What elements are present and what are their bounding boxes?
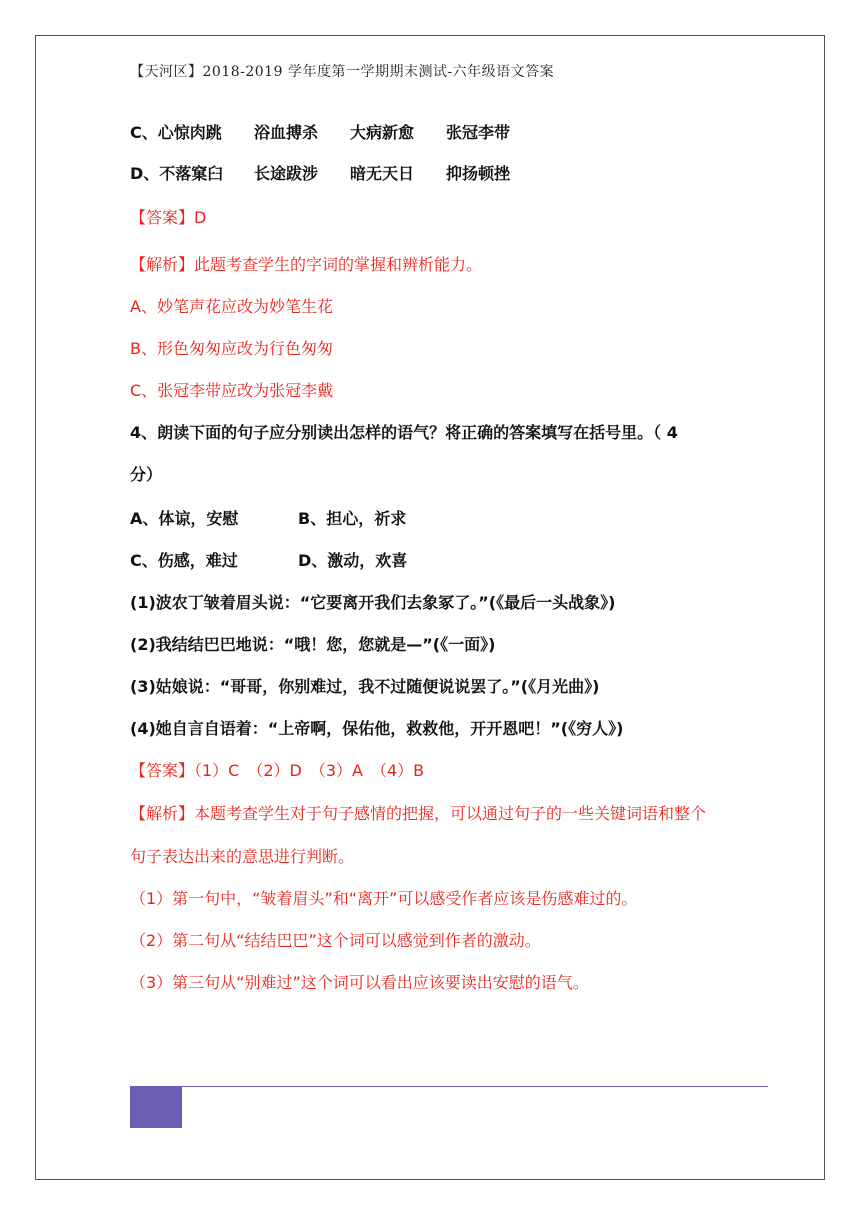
q4-choice-a: A、体谅，安慰 [130,509,239,528]
q4-analysis-line2: 句子表达出来的意思进行判断。 [130,847,355,866]
q4-choices-row-1 [130,506,406,529]
q4-choice-b: B、担心，祈求 [298,509,407,528]
q3-answer: 【答案】D [130,208,207,227]
q4-sentence-1: (1)波农丁皱着眉头说：“它要离开我们去象冢了。”(《最后一头战象》) [130,593,616,612]
q3-option-c-1: C、心惊肉跳 [130,123,222,142]
q4-analysis-line1: 【解析】本题考查学生对于句子感情的把握，可以通过句子的一些关键词语和整个 [130,804,707,823]
q4-choice-c: C、伤感，难过 [130,551,238,570]
footer-block [130,1086,182,1128]
q3-option-c-4: 张冠李带 [446,123,511,142]
q3-option-c-2: 浴血搏杀 [254,123,319,142]
q3-option-d-4: 抑扬顿挫 [446,164,511,183]
q4-point-3: （3）第三句从“别难过”这个词可以看出应该要读出安慰的语气。 [130,973,589,992]
q3-option-c-3: 大病新愈 [350,123,415,142]
footer-rule [130,1086,768,1087]
q3-analysis-a: A、妙笔声花应改为妙笔生花 [130,297,333,316]
q4-stem-line1: 4、朗读下面的句子应分别读出怎样的语气？将正确的答案填写在括号里。（ 4 [130,423,678,442]
q4-answer: 【答案】（1）C （2）D （3）A （4）B [130,761,425,780]
q4-sentence-2: (2)我结结巴巴地说：“哦！您，您就是—”(《一面》) [130,635,496,654]
q4-sentence-4: (4)她自言自语着：“上帝啊，保佑他，救救他，开开恩吧！”(《穷人》) [130,719,624,738]
q3-option-c-row [130,120,510,143]
q3-option-d-1: D、不落窠臼 [130,164,224,183]
page-header: 【天河区】2018-2019 学年度第一学期期末测试-六年级语文答案 [130,64,555,80]
q3-analysis-c: C、张冠李带应改为张冠李戴 [130,381,334,400]
q3-analysis-b: B、形色匆匆应改为行色匆匆 [130,339,333,358]
q4-point-2: （2）第二句从“结结巴巴”这个词可以感觉到作者的激动。 [130,931,541,950]
q4-choices-row-2 [130,548,407,571]
q4-choice-d: D、激动，欢喜 [298,551,408,570]
q3-option-d-row [130,161,510,184]
q3-analysis-intro: 【解析】此题考查学生的字词的掌握和辨析能力。 [130,255,483,274]
q4-stem-line2: 分） [130,465,163,484]
q4-sentence-3: (3)姑娘说：“哥哥，你别难过，我不过随便说说罢了。”(《月光曲》) [130,677,600,696]
q3-option-d-2: 长途跋涉 [254,164,319,183]
q3-option-d-3: 暗无天日 [350,164,415,183]
q4-point-1: （1）第一句中，“皱着眉头”和“离开”可以感受作者应该是伤感难过的。 [130,889,638,908]
